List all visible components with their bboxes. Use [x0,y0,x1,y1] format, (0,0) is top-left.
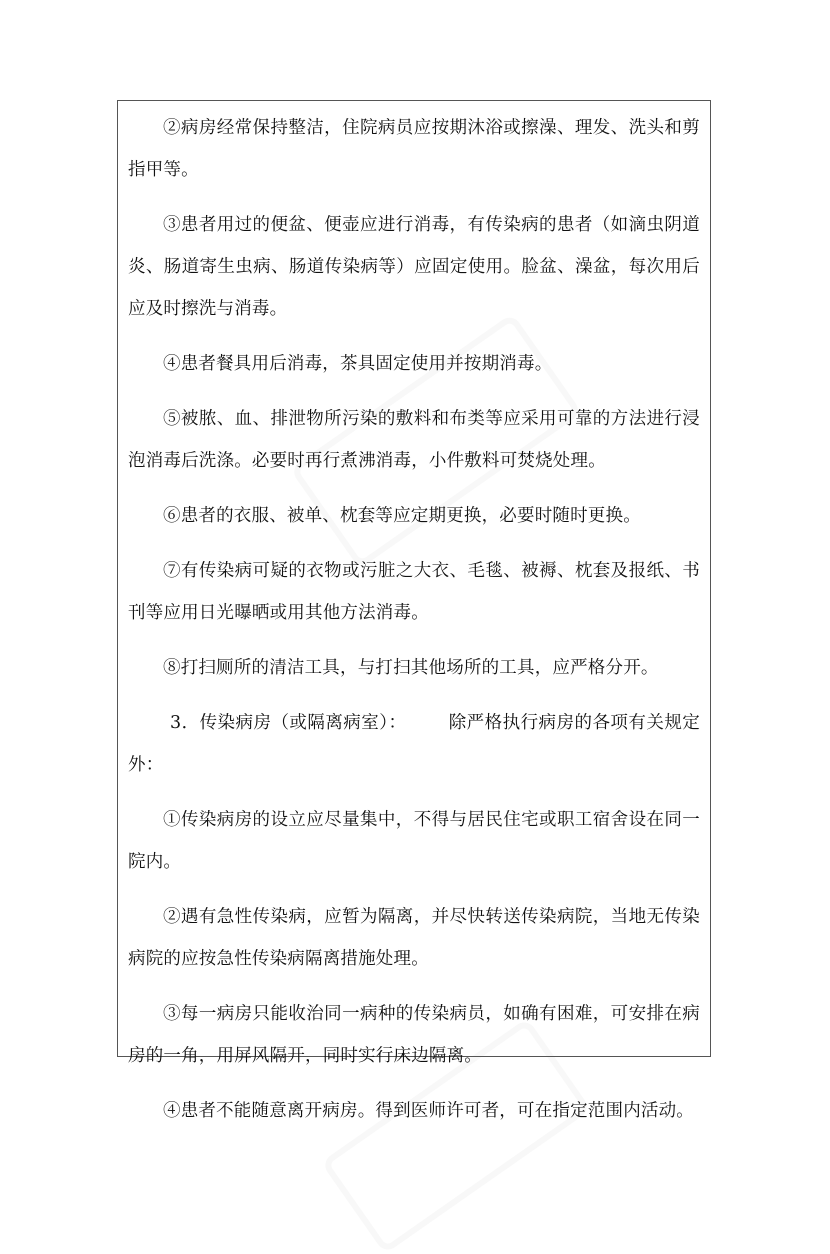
paragraph: ③患者用过的便盆、便壶应进行消毒，有传染病的患者（如滴虫阴道炎、肠道寄生虫病、肠道传染病等）应固定使用。脸盆、澡盆，每次用后应及时擦洗与消毒。 [128,215,700,319]
text-content [128,107,700,1145]
section-heading-paragraph [128,702,700,786]
paragraph: ①传染病房的设立应尽量集中，不得与居民住宅或职工宿舍设在同一院内。 [128,810,700,872]
paragraph: ⑧打扫厕所的清洁工具，与打扫其他场所的工具，应严格分开。 [163,658,659,678]
section-heading: 3．传染病房（或隔离病室）： [170,713,407,733]
paragraph: ⑦有传染病可疑的衣物或污脏之大衣、毛毯、被褥、枕套及报纸、书刊等应用日光曝晒或用其他方法消毒。 [128,561,700,623]
paragraph: ②病房经常保持整洁，住院病员应按期沐浴或擦澡、理发、洗头和剪指甲等。 [128,118,700,180]
paragraph: ④患者不能随意离开病房。得到医师许可者，可在指定范围内活动。 [163,1101,694,1121]
paragraph: ④患者餐具用后消毒，茶具固定使用并按期消毒。 [163,354,553,374]
paragraph: ⑥患者的衣服、被单、枕套等应定期更换，必要时随时更换。 [163,506,641,526]
paragraph: ③每一病房只能收治同一病种的传染病员，如确有困难，可安排在病房的一角，用屏风隔开，同时实行床边隔离。 [128,1004,700,1066]
paragraph: ②遇有急性传染病，应暂为隔离，并尽快转送传染病院，当地无传染病院的应按急性传染病隔离措施处理。 [128,907,700,969]
section-heading-rest: 除严格执行病房的各项有关规定外： [128,713,700,775]
text-box [117,100,711,1121]
paragraph: ⑤被脓、血、排泄物所污染的敷料和布类等应采用可靠的方法进行浸泡消毒后洗涤。必要时再行煮沸消毒，小件敷料可焚烧处理。 [128,409,700,471]
